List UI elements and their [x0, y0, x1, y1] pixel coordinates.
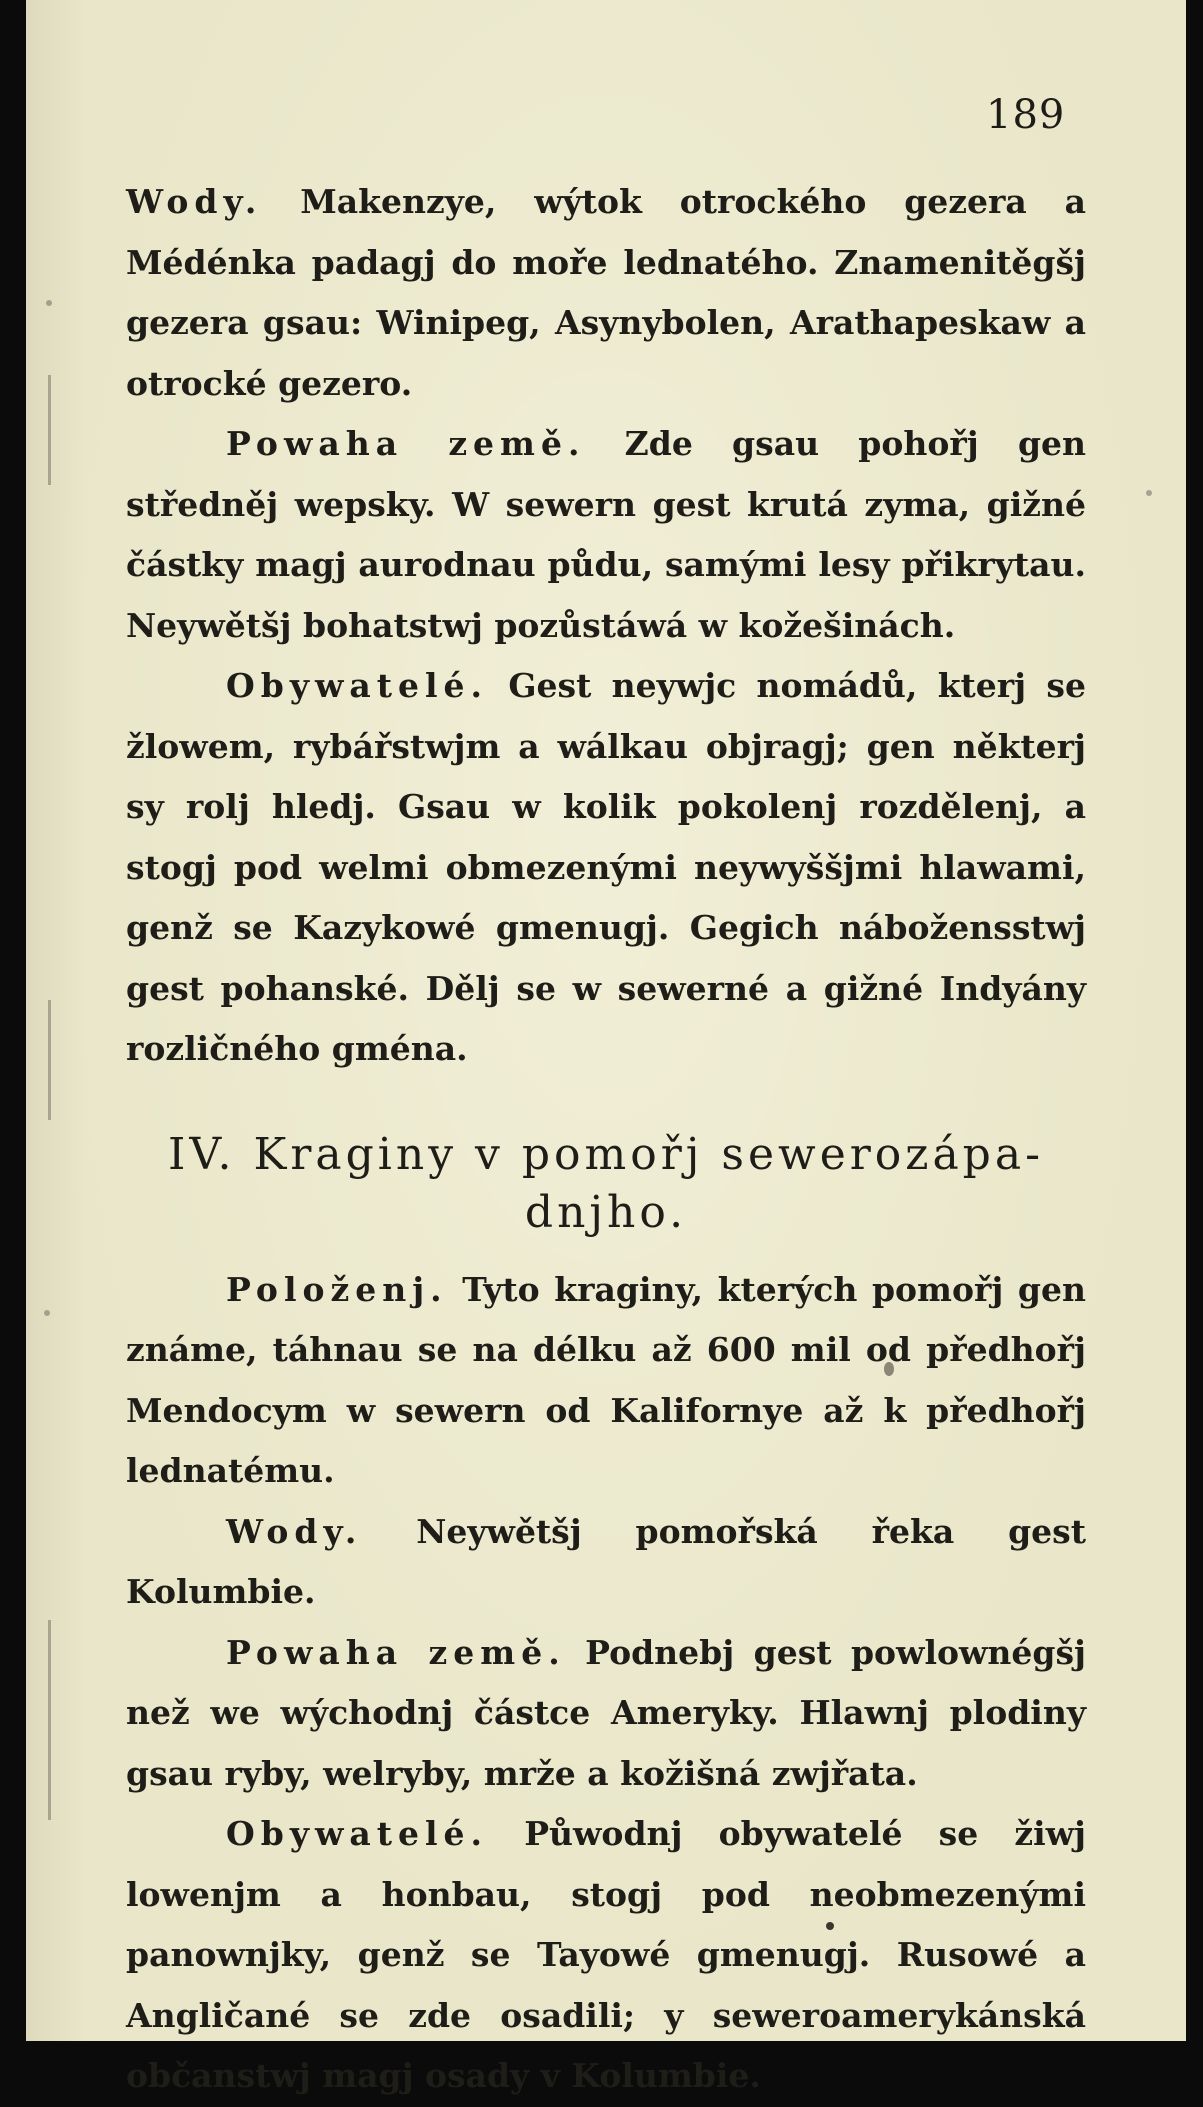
paragraph: [126, 1804, 1086, 2107]
paragraph-lead: Powaha země.: [226, 1632, 566, 1672]
page-body: [126, 172, 1086, 2107]
page-speck: [1146, 490, 1152, 496]
paragraph-text: Tyto kraginy, kterých pomořj gen známe, táhnau se na délku až 600 mil od předhořj Mendocym w sewern od Kalifornye až k předhořj lednatému.: [126, 1269, 1086, 1490]
paragraph-lead: Obywatelé.: [226, 666, 489, 705]
paragraph-lead: Wody.: [126, 182, 263, 221]
book-page: [26, 0, 1186, 2095]
paragraph: [126, 1623, 1086, 1805]
paragraph: [126, 1260, 1086, 1502]
page-speck: [46, 300, 52, 306]
paragraph: [126, 1502, 1086, 1623]
paragraph-lead: Obywatelé.: [226, 1814, 489, 1853]
page-edge-mark: [48, 375, 51, 485]
paragraph-text: Makenzye, wýtok otrockého gezera a Médénka padagj do moře lednatého. Znamenitěgšj gezera gsau: Winipeg, Asynybolen, Arathapeskaw a otrocké gezero.: [126, 182, 1086, 403]
paragraph-text: Neywětšj pomořská řeka gest Kolumbie.: [126, 1511, 1086, 1611]
section-heading: [126, 1126, 1086, 1242]
section-heading-line: dnjho.: [524, 1186, 688, 1238]
page-number: 189: [986, 92, 1066, 138]
paragraph: [126, 172, 1086, 414]
paragraph-lead: Wody.: [226, 1511, 363, 1551]
paragraph-text: Gest neywjc nomádů, kterj se žlowem, rybářstwjm a wálkau objragj; gen některj sy rolj hledj. Gsau w kolik pokolenj rozdělenj, a stogj pod welmi obmezenými neywyššjmi hlawami, genž se Kazykowé gmenugj. Gegich nábožensstwj gest pohanské. Dělj se w sewerné a gižné Indyány rozličného gména.: [126, 666, 1086, 1068]
paragraph: [126, 656, 1086, 1080]
paragraph-text: Půwodnj obywatelé se žiwj lowenjm a honbau, stogj pod neobmezenými panownjky, genž se Tayowé gmenugj. Rusowé a Angličané se zde osadili; y seweroamerykánská občanstwj magj osady v Kolumbie.: [126, 1814, 1086, 2095]
page-edge-mark: [48, 1620, 51, 1820]
paragraph-lead: Powaha země.: [226, 424, 586, 463]
paragraph-lead: Položenj.: [226, 1269, 448, 1309]
section-heading-line: IV. Kraginy v pomořj sewerozápa-: [168, 1128, 1044, 1180]
paragraph-text: Podnebj gest powlownégšj než we wýchodnj částce Ameryky. Hlawnj plodiny gsau ryby, welryby, mrže a kožišná zwjřata.: [126, 1632, 1086, 1793]
paragraph-text: Zde gsau pohořj gen středněj wepsky. W sewern gest krutá zyma, gižné částky magj aurodnau půdu, samými lesy přikrytau. Neywětšj bohatstwj pozůstáwá w kožešinách.: [126, 424, 1087, 645]
paragraph: [126, 414, 1086, 656]
page-edge-mark: [48, 1000, 51, 1120]
page-speck: [44, 1310, 50, 1316]
